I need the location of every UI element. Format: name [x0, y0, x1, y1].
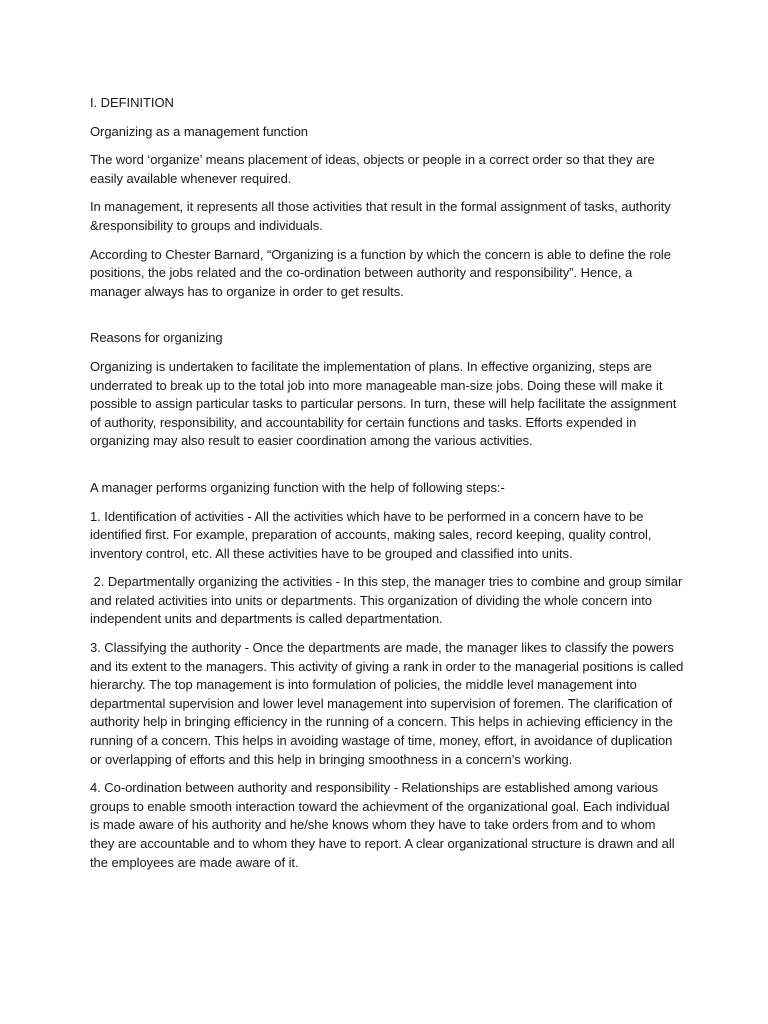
text-line: and its extent to the managers. This activity of giving a rank in order to the managerial positions is called [90, 658, 684, 674]
steps-intro: A manager performs organizing function with the help of following steps:- [90, 479, 505, 495]
paragraph-management [90, 198, 680, 235]
step-3 [90, 639, 684, 769]
text-line: 2. Departmentally organizing the activities - In this step, the manager tries to combine and group similar [90, 574, 683, 590]
step-4 [90, 779, 680, 872]
steps-intro-block [90, 479, 680, 498]
paragraph-organize-meaning [90, 151, 680, 188]
organizing-subheading: Organizing as a management function [90, 123, 308, 139]
text-line: 3. Classifying the authority - Once the departments are made, the manager likes to classify the powers [90, 640, 674, 656]
subheading [90, 123, 680, 142]
text-line: 4. Co-ordination between authority and responsibility - Relationships are established among various [90, 780, 659, 796]
text-line: In management, it represents all those activities that result in the formal assignment of tasks, authority [90, 199, 671, 215]
reasons-heading: Reasons for organizing [90, 330, 223, 346]
text-line: departmental supervision and lower level management into supervision of foremen. The clarification of [90, 695, 673, 711]
section-heading [90, 94, 680, 113]
text-line: and related activities into units or departments. This organization of dividing the whole concern into [90, 592, 652, 608]
text-line: Organizing is undertaken to facilitate the implementation of plans. In effective organizing, steps are [90, 358, 652, 374]
text-line: organizing may also result to easier coordination among the various activities. [90, 433, 533, 449]
paragraph-reasons [90, 358, 680, 451]
text-line: possible to assign particular tasks to particular persons. In turn, these will help facilitate the assignment [90, 396, 677, 412]
text-line: The word ‘organize’ means placement of ideas, objects or people in a correct order so that they are [90, 152, 655, 168]
reasons-heading-block [90, 329, 680, 348]
text-line: authority help in bringing efficiency in the running of a concern. This helps in achieving efficiency in the [90, 714, 673, 730]
text-line: &responsibility to groups and individuals. [90, 217, 323, 233]
step-1 [90, 508, 680, 564]
text-line: manager always has to organize in order to get results. [90, 283, 404, 299]
step-2 [90, 573, 683, 629]
text-line: easily available whenever required. [90, 170, 292, 186]
text-line: 1. Identification of activities - All the activities which have to be performed in a concern have to be [90, 508, 644, 524]
text-line: of authority, responsibility, and accountability for certain functions and tasks. Efforts expended in [90, 414, 637, 430]
definition-heading: I. DEFINITION [90, 95, 174, 110]
document-body [90, 94, 684, 882]
text-line: is made aware of his authority and he/she knows whom they have to take orders from and to whom [90, 817, 656, 833]
text-line: independent units and departments is called departmentation. [90, 611, 443, 627]
text-line: According to Chester Barnard, “Organizing is a function by which the concern is able to define the role [90, 246, 671, 262]
text-line: they are accountable and to whom they have to report. A clear organizational structure is drawn and all [90, 836, 675, 851]
text-line: hierarchy. The top management is into formulation of policies, the middle level management into [90, 677, 637, 693]
text-line: or overlapping of efforts and this help in bringing smoothness in a concern’s working. [90, 751, 573, 767]
text-line: groups to enable smooth interaction toward the achievment of the organizational goal. Each individual [90, 798, 670, 814]
text-line: running of a concern. This helps in avoiding wastage of time, money, effort, in avoidance of duplication [90, 733, 673, 749]
text-line: the employees are made aware of it. [90, 854, 299, 870]
text-line: identified first. For example, preparation of accounts, making sales, record keeping, quality control, [90, 527, 652, 543]
text-line: underrated to break up to the total job into more manageable man-size jobs. Doing these will make it [90, 377, 663, 393]
text-line: inventory control, etc. All these activities have to be grouped and classified into units. [90, 545, 573, 561]
paragraph-barnard-quote [90, 246, 680, 302]
text-line: positions, the jobs related and the co-ordination between authority and responsibility”. Hence, a [90, 265, 633, 281]
